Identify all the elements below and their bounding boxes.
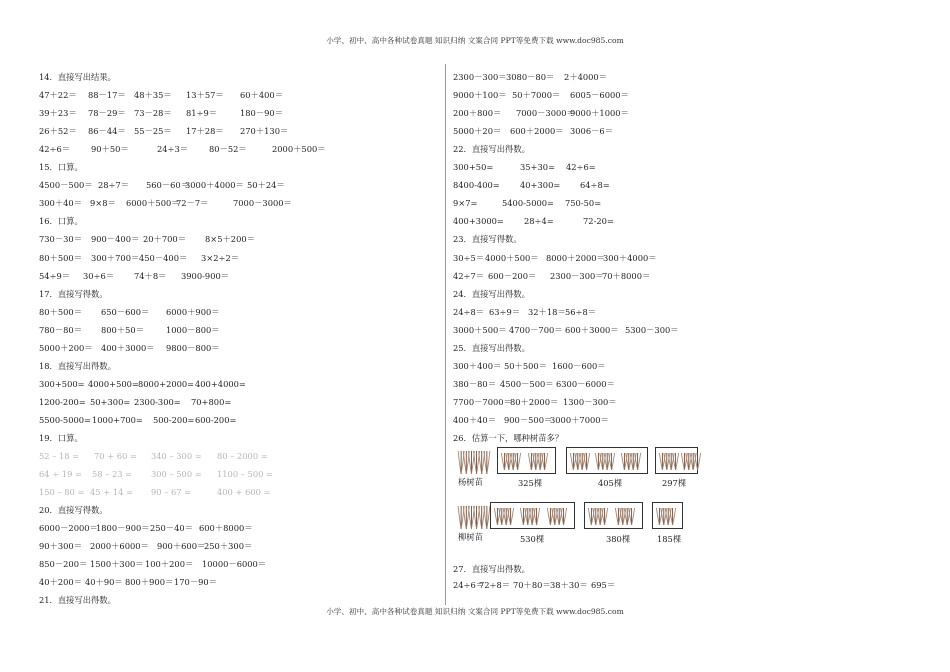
problem-item: 42÷6= <box>566 162 596 173</box>
left-problem-row <box>39 486 329 498</box>
problem-item: 600＋8000＝ <box>199 523 253 534</box>
problem-item: 600＋3000＝ <box>565 324 619 335</box>
poplar-seedling-icon <box>456 449 492 475</box>
problem-item: 300＋400＝ <box>453 360 502 371</box>
problem-item: 8000+2000= <box>138 378 195 389</box>
problem-item: 72÷8＝ <box>479 580 511 590</box>
right-problem-row <box>453 270 743 282</box>
problem-item: 50＋24＝ <box>247 180 285 191</box>
problem-item: 20＋700＝ <box>143 234 186 245</box>
problem-item: 40+300= <box>520 180 561 191</box>
problem-item: 38＋30＝ <box>550 580 588 590</box>
problem-item: 48＋35＝ <box>134 90 172 101</box>
problem-item: 780－80＝ <box>39 324 82 335</box>
problem-item: 78－29＝ <box>88 108 126 119</box>
problem-item: 45 + 14 = <box>90 487 133 498</box>
right-question-heading: 26．估算一下，哪种树苗多？ <box>453 433 564 443</box>
problem-item: 4000+500= <box>88 378 139 389</box>
poplar-box-1 <box>497 447 556 474</box>
left-problem-row <box>39 378 329 390</box>
seedling-icon <box>519 506 545 526</box>
left-problem-row <box>39 125 329 137</box>
problem-item: 58 – 23 = <box>92 469 133 480</box>
problem-item: 70＋80＝ <box>513 580 551 590</box>
problem-item: 3900-900＝ <box>181 270 230 281</box>
right-problem-row <box>453 89 743 101</box>
problem-item: 40＋200＝ <box>39 577 82 588</box>
problem-item: 1100 – 500 = <box>217 469 273 480</box>
problem-item: 9×7= <box>453 198 478 209</box>
problem-item: 250＋300＝ <box>204 541 253 552</box>
seedling-icon <box>620 451 645 471</box>
problem-item: 150 – 80 = <box>39 487 85 498</box>
problem-item: 4500－500＝ <box>39 180 93 191</box>
willow-seedling-icon <box>456 504 492 530</box>
problem-item: 8400-400= <box>453 180 500 191</box>
left-problem-row <box>39 107 329 119</box>
seedling-icon <box>655 506 680 526</box>
problem-item: 7000－3000＝ <box>516 108 575 119</box>
problem-item: 72-20= <box>583 216 614 227</box>
left-problem-row <box>39 450 329 462</box>
problem-item: 86－44＝ <box>88 126 126 137</box>
problem-item: 450－400＝ <box>139 252 188 263</box>
willow-box-2 <box>584 502 643 529</box>
right-problem-row <box>453 414 743 426</box>
problem-item: 80－52＝ <box>209 144 247 155</box>
problem-item: 28÷7＝ <box>98 180 130 191</box>
problem-item: 170－90＝ <box>174 577 217 588</box>
problem-item: 800＋900＝ <box>125 577 174 588</box>
left-problem-row <box>39 396 329 408</box>
problem-item: 40＋90＝ <box>85 577 123 588</box>
problem-item: 6300－6000＝ <box>556 378 615 389</box>
problem-item: 42÷7＝ <box>453 270 485 281</box>
problem-item: 9000＋100＝ <box>453 90 507 101</box>
problem-item: 400+3000= <box>453 216 504 227</box>
problem-item: 9×8＝ <box>90 198 116 209</box>
problem-item: 90 – 67 = <box>151 487 192 498</box>
problem-item: 74＋8＝ <box>134 270 167 281</box>
left-problem-row <box>39 89 329 101</box>
problem-item: 1600－600＝ <box>552 360 606 371</box>
problem-item: 900－500＝ <box>504 414 553 425</box>
right-problem-row <box>453 396 743 408</box>
problem-item: 3000＋500＝ <box>453 324 507 335</box>
seedling-icon <box>680 451 702 471</box>
problem-item: 100＋200＝ <box>145 559 194 570</box>
problem-item: 2300－300＝ <box>453 72 507 82</box>
problem-item: 750-50= <box>565 198 602 209</box>
willow-count-3: 185棵 <box>657 534 682 544</box>
seedling-icon <box>587 506 613 526</box>
seedling-icon <box>500 451 526 471</box>
problem-item: 47＋22＝ <box>39 90 77 101</box>
problem-item: 26＋52＝ <box>39 126 77 137</box>
seedling-icon <box>594 451 619 471</box>
left-problem-row <box>39 468 329 480</box>
problem-item: 1000－800＝ <box>166 324 220 335</box>
left-problem-row <box>39 522 329 534</box>
right-problem-row <box>453 378 743 390</box>
left-problem-row <box>39 576 329 588</box>
problem-item: 4700－700＝ <box>509 324 563 335</box>
problem-item: 600＋2000＝ <box>510 126 564 137</box>
problem-item: 32＋18＝ <box>528 306 566 317</box>
right-problem-row <box>453 306 743 318</box>
problem-item: 73－28＝ <box>134 108 172 119</box>
willow-count-2: 380棵 <box>606 534 631 544</box>
problem-item: 50+300= <box>90 396 131 407</box>
problem-item: 88－17＝ <box>88 90 126 101</box>
willow-label: 柳树苗 <box>458 532 483 542</box>
right-problem-row <box>453 360 743 372</box>
left-problem-row <box>39 179 329 191</box>
problem-item: 7000－3000＝ <box>233 198 292 209</box>
problem-item: 56÷8＝ <box>565 306 597 317</box>
problem-item: 560－60＝ <box>146 180 189 191</box>
problem-item: 2300－300＝ <box>550 270 604 281</box>
left-problem-row <box>39 306 329 318</box>
problem-item: 8×5＋200＝ <box>205 234 255 245</box>
problem-item: 400 + 600 = <box>217 487 271 498</box>
left-question-heading: 20．直接写得数。 <box>39 505 108 516</box>
problem-item: 28÷4= <box>524 216 554 227</box>
problem-item: 300＋4000＝ <box>603 252 657 263</box>
right-problem-row <box>453 71 743 83</box>
problem-item: 300+500= <box>39 378 85 389</box>
left-question-heading: 21．直接写出得数。 <box>39 595 116 606</box>
problem-item: 4500－500＝ <box>500 378 554 389</box>
right-question-heading: 22．直接写出得数。 <box>453 144 530 155</box>
right-problem-row <box>453 161 743 173</box>
problem-item: 9000＋1000＝ <box>570 108 629 119</box>
problem-item: 270＋130＝ <box>240 126 289 137</box>
problem-item: 70+800= <box>191 396 232 407</box>
problem-item: 64÷8= <box>580 180 610 191</box>
problem-item: 400＋40＝ <box>453 414 496 425</box>
left-problem-row <box>39 342 329 354</box>
poplar-label: 杨树苗 <box>458 477 483 487</box>
problem-item: 80＋500＝ <box>39 306 82 317</box>
problem-item: 63÷9＝ <box>489 306 521 317</box>
seedling-icon <box>614 506 640 526</box>
right-problem-row <box>453 197 743 209</box>
problem-item: 1500＋300＝ <box>90 559 144 570</box>
problem-item: 3000＋7000＝ <box>550 414 609 425</box>
problem-item: 250－40＝ <box>150 523 193 534</box>
problem-item: 17＋28＝ <box>186 126 224 137</box>
problem-item: 2000＋500＝ <box>272 144 326 155</box>
problem-item: 6000－2000＝ <box>39 523 98 534</box>
problem-item: 1000+700= <box>92 414 143 425</box>
problem-item: 13＋57＝ <box>186 90 224 101</box>
left-problem-row <box>39 414 329 426</box>
problem-item: 50＋500＝ <box>504 360 547 371</box>
question-heading: 27．直接写出得数。 <box>453 564 530 574</box>
problem-item: 300＋700＝ <box>91 252 140 263</box>
problem-item: 6000＋500＝ <box>126 198 180 209</box>
seedling-icon <box>569 451 594 471</box>
problem-item: 30÷6＝ <box>83 270 115 281</box>
page-footer: 小学、初中、高中各种试卷真题 知识归纳 文案合同 PPT等免费下载 www.doc985.com <box>326 607 624 616</box>
problem-item: 400＋3000＝ <box>101 342 155 353</box>
left-problem-row <box>39 324 329 336</box>
poplar-count-3: 297棵 <box>662 478 687 488</box>
problem-item: 64 ÷ 19 = <box>39 469 82 480</box>
page-header: 小学、初中、高中各种试卷真题 知识归纳 文案合同 PPT等免费下载 www.doc985.com <box>326 36 624 45</box>
problem-item: 500-200= <box>153 414 195 425</box>
problem-item: 2300-300= <box>134 396 181 407</box>
problem-item: 850－200＝ <box>39 559 88 570</box>
right-problem-row <box>453 125 743 137</box>
problem-item: 6000＋900＝ <box>166 306 220 317</box>
poplar-box-3 <box>655 447 698 474</box>
problem-item: 340 – 300 = <box>151 451 202 462</box>
problem-item: 80 – 2000 = <box>217 451 268 462</box>
problem-item: 10000－6000＝ <box>202 559 267 570</box>
problem-item: 5000＋200＝ <box>39 342 93 353</box>
left-question-heading: 15．口算。 <box>39 162 83 173</box>
left-question-heading: 18．直接写出得数。 <box>39 360 116 371</box>
left-problem-row <box>39 540 329 552</box>
poplar-count-1: 325棵 <box>518 478 543 488</box>
left-question-heading: 17．直接写得数。 <box>39 288 108 299</box>
column-divider <box>445 64 446 605</box>
left-problem-row <box>39 197 329 209</box>
willow-count-1: 530棵 <box>520 534 545 544</box>
problem-item: 1300－300＝ <box>563 396 617 407</box>
left-question-heading: 19．口算。 <box>39 433 83 443</box>
problem-item: 300+50= <box>453 162 494 173</box>
problem-item: 1800－900＝ <box>96 523 150 534</box>
willow-box-3 <box>652 502 683 529</box>
problem-item: 80＋500＝ <box>39 252 82 263</box>
right-question-heading: 23．直接写得数。 <box>453 234 522 245</box>
problem-item: 3080－80＝ <box>506 72 555 82</box>
poplar-count-2: 405棵 <box>598 478 623 488</box>
problem-item: 1200-200= <box>39 396 86 407</box>
left-problem-row <box>39 558 329 570</box>
problem-item: 90＋50＝ <box>91 144 129 155</box>
problem-item: 730－30＝ <box>39 234 82 245</box>
right-problem-row <box>453 179 743 191</box>
problem-item: 800＋50＝ <box>101 324 144 335</box>
problem-item: 72－7＝ <box>176 198 209 209</box>
problem-item: 9800－800＝ <box>166 342 220 353</box>
problem-item: 380－80＝ <box>453 378 496 389</box>
left-question-heading: 14．直接写出结果。 <box>39 72 116 82</box>
problem-item: 4000＋500＝ <box>485 252 539 263</box>
problem-item: 5500-5000= <box>39 414 91 425</box>
left-question-heading: 16．口算。 <box>39 216 83 227</box>
problem-item: 70＋8000＝ <box>602 270 651 281</box>
problem-item: 7700－7000＝ <box>453 396 512 407</box>
problem-item: 24÷3＝ <box>157 144 189 155</box>
problem-item: 90＋300＝ <box>39 541 82 552</box>
problem-item: 80＋2000＝ <box>510 396 559 407</box>
problem-item: 3006－6＝ <box>570 126 613 137</box>
problem-item: 24÷6＝ <box>453 580 485 590</box>
problem-item: 70 + 60 = <box>94 451 137 462</box>
willow-box-1 <box>490 502 575 529</box>
problem-item: 42÷6＝ <box>39 144 71 155</box>
problem-item: 6005－6000＝ <box>570 90 629 101</box>
problem-item: 5300－300＝ <box>625 324 679 335</box>
problem-item: 24÷8＝ <box>453 306 485 317</box>
problem-item: 39＋23＝ <box>39 108 77 119</box>
right-problem-row <box>453 215 743 227</box>
problem-item: 650－600＝ <box>101 306 150 317</box>
problem-item: 50＋7000＝ <box>512 90 561 101</box>
problem-item: 400+4000= <box>195 378 246 389</box>
problem-item: 8000＋2000＝ <box>546 252 605 263</box>
right-problem-row <box>453 252 743 264</box>
problem-item: 52 – 18 = <box>39 451 80 462</box>
poplar-box-2 <box>566 447 648 474</box>
problem-item: 54÷9＝ <box>39 270 71 281</box>
problem-item: 3×2÷2＝ <box>201 252 240 263</box>
seedling-icon <box>527 451 553 471</box>
right-question-heading: 24．直接写出得数。 <box>453 288 530 299</box>
left-problem-row <box>39 252 329 264</box>
problem-item: 900－400＝ <box>91 234 140 245</box>
seedling-icon <box>658 451 680 471</box>
problem-item: 60＋400＝ <box>240 90 283 101</box>
problem-item: 695＝ <box>591 580 616 590</box>
left-problem-row <box>39 270 329 282</box>
seedling-icon <box>493 506 519 526</box>
problem-item: 5400-5000= <box>502 198 554 209</box>
question-row <box>453 581 693 593</box>
problem-item: 5000＋20＝ <box>453 126 502 137</box>
problem-item: 55－25＝ <box>134 126 172 137</box>
problem-item: 300＋40＝ <box>39 198 82 209</box>
problem-item: 81÷9＝ <box>186 108 218 119</box>
problem-item: 600－200＝ <box>488 270 537 281</box>
right-problem-row <box>453 324 743 336</box>
problem-item: 30÷5＝ <box>453 252 485 263</box>
problem-item: 200＋800＝ <box>453 108 502 119</box>
problem-item: 180－90＝ <box>240 108 283 119</box>
right-question-heading: 25．直接写出得数。 <box>453 342 530 353</box>
problem-item: 600-200= <box>195 414 237 425</box>
seedling-icon <box>546 506 572 526</box>
problem-item: 2000＋6000＝ <box>90 541 149 552</box>
problem-item: 300 – 500 = <box>151 469 202 480</box>
problem-item: 35+30= <box>520 162 556 173</box>
problem-item: 900＋600＝ <box>157 541 206 552</box>
problem-item: 3000＋4000＝ <box>185 180 244 191</box>
problem-item: 2＋4000＝ <box>564 72 607 82</box>
right-problem-row <box>453 107 743 119</box>
left-problem-row <box>39 143 329 155</box>
left-problem-row <box>39 233 329 245</box>
